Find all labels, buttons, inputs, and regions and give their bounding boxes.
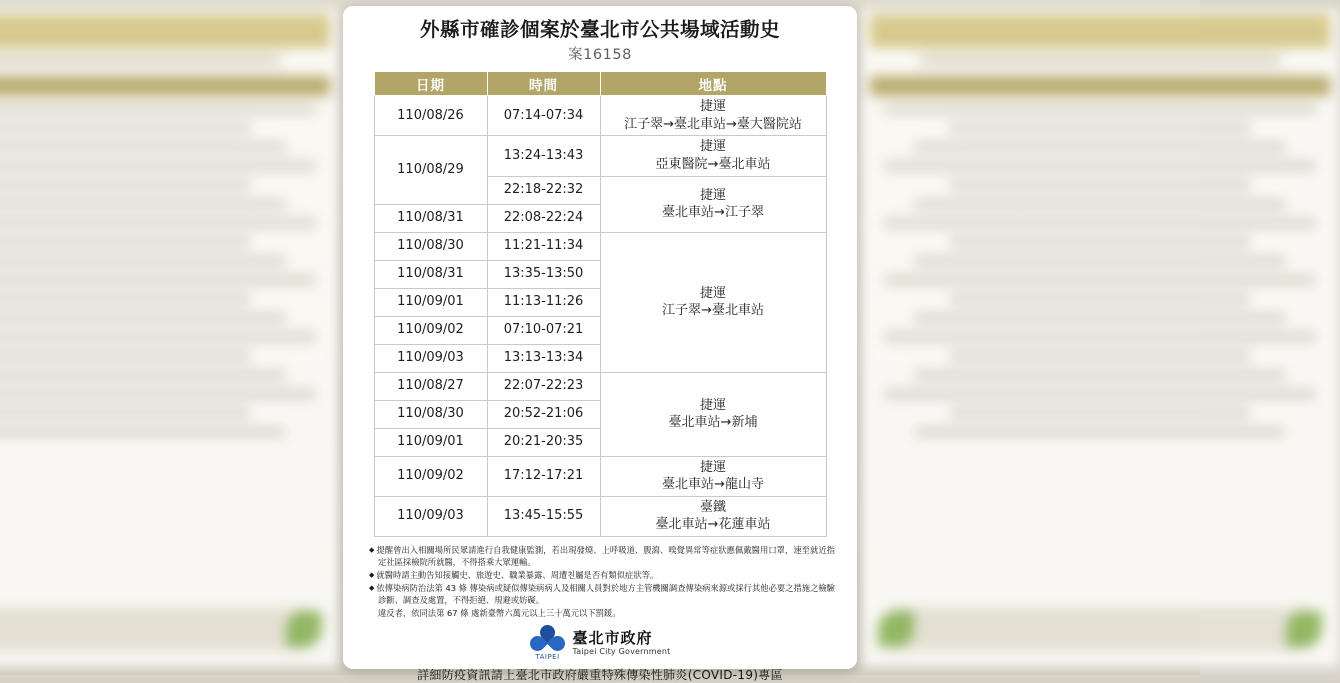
note-item: ◆ 依傳染病防治法第 43 條 傳染病或疑似傳染病病人及相關人員對於地方主管機關調查傳染病來源或採行其他必要之措施之檢驗診斷、調查及處置，不得拒絕、規避或妨礙。 [369,582,835,606]
background-text-line [0,160,316,172]
background-card-subheader [0,52,280,68]
background-table-header [870,76,1330,96]
location-route: 江子翠→臺北車站→臺大醫院站 [624,116,802,132]
location-type: 臺鐵 [699,499,726,515]
background-text-line [0,198,286,210]
activity-history-table [374,71,827,536]
background-text-line [0,388,316,400]
cell-location [600,372,826,456]
cell-location [600,232,826,372]
leaf-icon [286,611,322,647]
cell-date: 110/09/03 [374,496,487,536]
background-text-line [914,426,1286,438]
case-number: 案16158 [568,47,632,64]
background-text-line [0,350,250,362]
background-text-line [950,350,1250,362]
cell-time: 13:35-13:50 [487,260,600,288]
cell-location [600,456,826,496]
background-text-line [0,274,316,286]
cell-time: 11:21-11:34 [487,232,600,260]
background-text-line [914,255,1286,267]
background-text-line [0,426,286,438]
footer-text: 詳細防疫資訊請上臺北市政府嚴重特殊傳染性肺炎(COVID-19)專區 [417,668,783,683]
cell-location [600,136,826,176]
cell-time: 20:21-20:35 [487,428,600,456]
background-text-line [0,407,250,419]
note-item: ◆ 就醫時請主動告知接觸史、旅遊史、職業暴露、周遭친屬是否有類似症狀等。 [369,569,835,581]
table-row [374,456,826,496]
cell-date: 110/09/01 [374,428,487,456]
cell-location [600,176,826,232]
background-card-right [860,8,1340,667]
background-text-line [0,331,316,343]
leaf-icon [1286,611,1322,647]
cell-time: 22:07-22:23 [487,372,600,400]
background-card-left [0,8,340,667]
background-card-header [870,14,1330,48]
cell-time: 17:12-17:21 [487,456,600,496]
table-row [374,96,826,136]
location-route: 臺北車站→江子翠 [662,205,764,221]
location-route: 亞東醫院→臺北車站 [655,157,771,173]
background-text-line [950,293,1250,305]
cell-date: 110/08/29 [374,136,487,204]
background-text-line [950,407,1250,419]
cell-time: 13:24-13:43 [487,136,600,176]
background-text-line [0,217,316,229]
location-type: 捷運 [699,139,726,155]
cell-time: 07:14-07:34 [487,96,600,136]
cell-location [600,96,826,136]
logo-mark-label: TAIPEI [535,653,560,662]
background-text-line [0,103,316,115]
background-text-line [0,293,250,305]
note-subitem: 違反者，依同法第 67 條 處新臺幣六萬元以上三十萬元以下罰鍰。 [378,608,621,619]
background-text-line [884,217,1316,229]
logo-name-zh: 臺北市政府 [572,629,653,648]
background-text-line [884,388,1316,400]
cell-date: 110/09/02 [374,316,487,344]
location-type: 捷運 [699,187,726,203]
location-type: 捷運 [699,459,726,475]
background-text-line [914,141,1286,153]
cell-time: 13:13-13:34 [487,344,600,372]
cell-time: 22:08-22:24 [487,204,600,232]
background-text-line [0,255,286,267]
cell-time: 22:18-22:32 [487,176,600,204]
table-row [374,372,826,400]
table-row [374,232,826,260]
cell-time: 20:52-21:06 [487,400,600,428]
background-text-line [0,236,250,248]
background-text-line [884,274,1316,286]
background-card-footer [0,607,310,651]
column-header-time: 時間 [487,72,600,96]
background-text-line [914,312,1286,324]
background-text-line [0,369,286,381]
cell-date: 110/08/30 [374,400,487,428]
cell-time: 13:45-15:55 [487,496,600,536]
background-text-line [0,122,250,134]
government-logo [353,625,847,661]
cell-date: 110/08/30 [374,232,487,260]
background-card-subheader [920,52,1280,68]
location-route: 臺北車站→花蓮車站 [655,517,771,533]
cell-date: 110/09/03 [374,344,487,372]
cell-date: 110/08/31 [374,260,487,288]
column-header-date: 日期 [374,72,487,96]
notes-section [369,544,835,619]
background-text-line [950,179,1250,191]
cell-date: 110/08/26 [374,96,487,136]
background-text-line [0,312,286,324]
cell-location [600,496,826,536]
background-card-header [0,14,330,48]
location-type: 捷運 [699,285,726,301]
table-row [374,496,826,536]
location-route: 臺北車站→新埔 [668,415,758,431]
cell-time: 11:13-11:26 [487,288,600,316]
table-body [374,96,826,536]
cell-date: 110/09/01 [374,288,487,316]
location-route: 江子翠→臺北車站 [662,303,764,319]
background-text-line [884,331,1316,343]
cell-date: 110/08/31 [374,204,487,232]
location-type: 捷運 [699,397,726,413]
page-title: 外縣市確診個案於臺北市公共場域活動史 [419,18,780,41]
table-row [374,136,826,176]
note-item: ◆ 提醒曾出入相關場所民眾請進行自我健康監測，若出現發燒、上呼吸道、腹瀉、嗅覺異常等症狀應佩戴醫用口罩，速至就近指定社區採檢院所就醫，不得搭乘大眾運輸。 [369,544,835,568]
announcement-card [343,6,857,683]
background-text-line [914,198,1286,210]
cell-date: 110/08/27 [374,372,487,400]
location-type: 捷運 [699,99,726,115]
column-header-location: 地點 [600,72,826,96]
background-text-line [950,236,1250,248]
table-header-row [374,72,826,96]
background-text-line [0,141,286,153]
background-card-footer [890,607,1310,651]
logo-name-en: Taipei City Government [572,646,671,656]
background-table-header [0,76,330,96]
background-text-line [950,122,1250,134]
taipei-flower-icon [530,625,566,655]
cell-date: 110/09/02 [374,456,487,496]
background-text-line [884,103,1316,115]
leaf-icon [878,611,914,647]
cell-time: 07:10-07:21 [487,316,600,344]
background-text-line [884,160,1316,172]
background-text-line [914,369,1286,381]
background-text-line [0,179,250,191]
location-route: 臺北車站→龍山寺 [662,477,764,493]
